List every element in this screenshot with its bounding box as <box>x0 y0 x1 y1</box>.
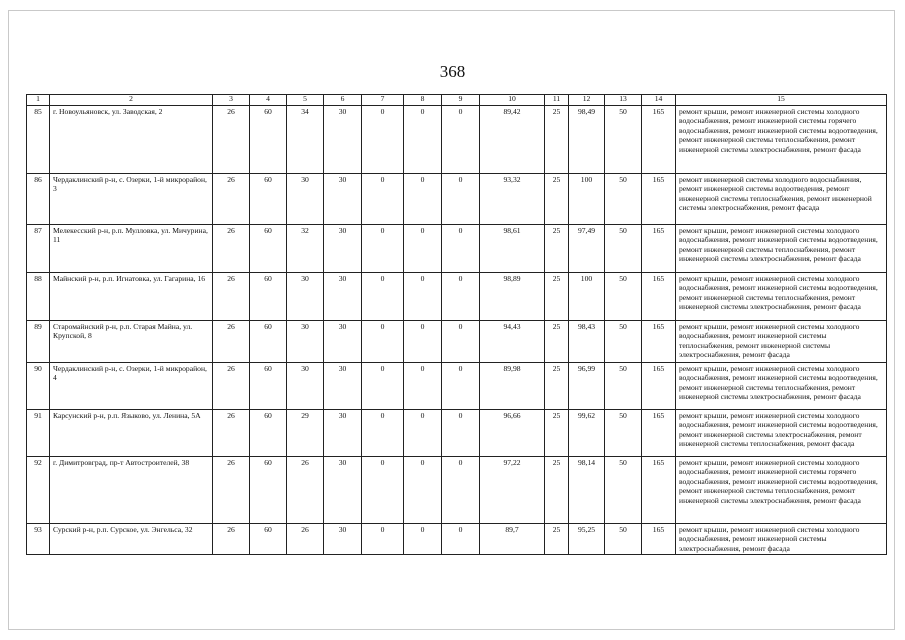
cell-repair-works: ремонт крыши, ремонт инженерной системы холодного водоснабжения, ремонт инженерной системы водоотведения, ремонт инженерной системы теплоснабжения, ремонт инженерной системы электроснабжения, ремонт фасада <box>676 273 887 321</box>
cell-repair-works: ремонт крыши, ремонт инженерной системы холодного водоснабжения, ремонт инженерной системы водоотведения, ремонт инженерной системы электроснабжения, ремонт инженерной системы теплоснабжения, ремонт фасада <box>676 410 887 457</box>
cell-col-11: 25 <box>545 410 569 457</box>
cell-col-6: 30 <box>324 524 362 555</box>
cell-col-4: 60 <box>250 225 287 273</box>
cell-col-10: 96,66 <box>480 410 545 457</box>
cell-col-6: 30 <box>324 174 362 225</box>
cell-col-5: 26 <box>287 457 324 524</box>
cell-repair-works: ремонт крыши, ремонт инженерной системы холодного водоснабжения, ремонт инженерной системы водоотведения, ремонт инженерной системы теплоснабжения, ремонт инженерной системы электроснабжения, ремонт фасада <box>676 225 887 273</box>
cell-col-8: 0 <box>404 321 442 363</box>
cell-col-6: 30 <box>324 457 362 524</box>
column-header-15: 15 <box>676 95 887 106</box>
cell-col-14: 165 <box>642 363 676 410</box>
cell-col-7: 0 <box>362 457 404 524</box>
cell-col-8: 0 <box>404 410 442 457</box>
cell-col-9: 0 <box>442 174 480 225</box>
cell-row-number: 88 <box>27 273 50 321</box>
cell-address: Чердаклинский р-н, с. Озерки, 1-й микрорайон, 4 <box>50 363 213 410</box>
cell-col-6: 30 <box>324 363 362 410</box>
column-header-1: 1 <box>27 95 50 106</box>
cell-col-10: 94,43 <box>480 321 545 363</box>
cell-col-13: 50 <box>605 225 642 273</box>
cell-col-10: 93,32 <box>480 174 545 225</box>
cell-col-10: 97,22 <box>480 457 545 524</box>
cell-col-4: 60 <box>250 321 287 363</box>
cell-col-11: 25 <box>545 363 569 410</box>
cell-col-4: 60 <box>250 457 287 524</box>
cell-col-7: 0 <box>362 174 404 225</box>
cell-address: Сурский р-н, р.п. Сурское, ул. Энгельса, 32 <box>50 524 213 555</box>
cell-col-9: 0 <box>442 410 480 457</box>
cell-col-5: 30 <box>287 321 324 363</box>
cell-row-number: 90 <box>27 363 50 410</box>
cell-col-5: 34 <box>287 106 324 174</box>
cell-col-4: 60 <box>250 106 287 174</box>
registry-table <box>26 94 887 555</box>
cell-col-5: 29 <box>287 410 324 457</box>
cell-col-4: 60 <box>250 524 287 555</box>
cell-col-10: 89,42 <box>480 106 545 174</box>
cell-col-14: 165 <box>642 524 676 555</box>
cell-col-5: 30 <box>287 174 324 225</box>
cell-col-12: 96,99 <box>569 363 605 410</box>
cell-col-11: 25 <box>545 457 569 524</box>
cell-col-11: 25 <box>545 106 569 174</box>
cell-col-7: 0 <box>362 363 404 410</box>
cell-col-12: 98,49 <box>569 106 605 174</box>
cell-col-3: 26 <box>213 363 250 410</box>
table-row <box>27 363 887 410</box>
cell-row-number: 87 <box>27 225 50 273</box>
cell-col-4: 60 <box>250 410 287 457</box>
cell-col-7: 0 <box>362 524 404 555</box>
cell-col-4: 60 <box>250 273 287 321</box>
cell-col-12: 95,25 <box>569 524 605 555</box>
table-body <box>27 106 887 555</box>
cell-col-12: 99,62 <box>569 410 605 457</box>
cell-col-6: 30 <box>324 410 362 457</box>
cell-col-4: 60 <box>250 174 287 225</box>
cell-row-number: 93 <box>27 524 50 555</box>
table-row <box>27 524 887 555</box>
cell-col-7: 0 <box>362 273 404 321</box>
cell-col-7: 0 <box>362 225 404 273</box>
cell-col-9: 0 <box>442 225 480 273</box>
table-row <box>27 321 887 363</box>
cell-col-14: 165 <box>642 225 676 273</box>
table-row <box>27 174 887 225</box>
cell-col-14: 165 <box>642 410 676 457</box>
cell-address: Майнский р-н, р.п. Игнатовка, ул. Гагарина, 16 <box>50 273 213 321</box>
cell-col-9: 0 <box>442 106 480 174</box>
cell-row-number: 92 <box>27 457 50 524</box>
cell-address: Мелекесский р-н, р.п. Мулловка, ул. Мичурина, 11 <box>50 225 213 273</box>
cell-col-8: 0 <box>404 273 442 321</box>
cell-col-4: 60 <box>250 363 287 410</box>
cell-repair-works: ремонт инженерной системы холодного водоснабжения, ремонт инженерной системы водоотведения, ремонт инженерной системы теплоснабжения, ремонт инженерной системы электроснабжения, ремонт фасада <box>676 174 887 225</box>
column-header-13: 13 <box>605 95 642 106</box>
cell-repair-works: ремонт крыши, ремонт инженерной системы холодного водоснабжения, ремонт инженерной системы водоотведения, ремонт инженерной системы теплоснабжения, ремонт инженерной системы электроснабжения, ремонт фасада <box>676 363 887 410</box>
cell-col-6: 30 <box>324 106 362 174</box>
table-row <box>27 457 887 524</box>
cell-col-10: 89,98 <box>480 363 545 410</box>
column-header-9: 9 <box>442 95 480 106</box>
table-row <box>27 273 887 321</box>
cell-row-number: 85 <box>27 106 50 174</box>
cell-col-14: 165 <box>642 106 676 174</box>
cell-col-14: 165 <box>642 321 676 363</box>
cell-col-9: 0 <box>442 273 480 321</box>
cell-repair-works: ремонт крыши, ремонт инженерной системы холодного водоснабжения, ремонт инженерной системы теплоснабжения, ремонт инженерной системы электроснабжения, ремонт фасада <box>676 321 887 363</box>
cell-col-11: 25 <box>545 273 569 321</box>
cell-col-7: 0 <box>362 106 404 174</box>
cell-col-8: 0 <box>404 106 442 174</box>
cell-col-8: 0 <box>404 363 442 410</box>
cell-col-5: 30 <box>287 273 324 321</box>
cell-col-5: 30 <box>287 363 324 410</box>
cell-col-7: 0 <box>362 321 404 363</box>
cell-address: Карсунский р-н, р.п. Языково, ул. Ленина, 5А <box>50 410 213 457</box>
cell-col-8: 0 <box>404 225 442 273</box>
cell-row-number: 86 <box>27 174 50 225</box>
column-header-7: 7 <box>362 95 404 106</box>
cell-col-12: 97,49 <box>569 225 605 273</box>
cell-col-8: 0 <box>404 174 442 225</box>
column-header-12: 12 <box>569 95 605 106</box>
cell-col-14: 165 <box>642 174 676 225</box>
column-header-10: 10 <box>480 95 545 106</box>
cell-col-14: 165 <box>642 457 676 524</box>
cell-col-3: 26 <box>213 106 250 174</box>
table-row <box>27 225 887 273</box>
cell-col-12: 98,43 <box>569 321 605 363</box>
cell-address: г. Димитровград, пр-т Автостроителей, 38 <box>50 457 213 524</box>
column-header-14: 14 <box>642 95 676 106</box>
cell-col-3: 26 <box>213 457 250 524</box>
cell-col-6: 30 <box>324 225 362 273</box>
cell-col-10: 98,61 <box>480 225 545 273</box>
cell-col-12: 98,14 <box>569 457 605 524</box>
cell-col-10: 98,89 <box>480 273 545 321</box>
cell-col-3: 26 <box>213 410 250 457</box>
cell-col-3: 26 <box>213 321 250 363</box>
cell-col-13: 50 <box>605 524 642 555</box>
cell-col-13: 50 <box>605 273 642 321</box>
column-header-8: 8 <box>404 95 442 106</box>
column-header-6: 6 <box>324 95 362 106</box>
cell-address: Чердаклинский р-н, с. Озерки, 1-й микрорайон, 3 <box>50 174 213 225</box>
cell-col-9: 0 <box>442 457 480 524</box>
cell-col-8: 0 <box>404 524 442 555</box>
cell-repair-works: ремонт крыши, ремонт инженерной системы холодного водоснабжения, ремонт инженерной системы горячего водоснабжения, ремонт инженерной системы водоотведения, ремонт инженерной системы теплоснабжения, ремонт инженерной системы электроснабжения, ремонт фасада <box>676 106 887 174</box>
cell-col-3: 26 <box>213 225 250 273</box>
cell-col-5: 26 <box>287 524 324 555</box>
cell-col-10: 89,7 <box>480 524 545 555</box>
column-header-11: 11 <box>545 95 569 106</box>
cell-col-9: 0 <box>442 363 480 410</box>
cell-col-12: 100 <box>569 273 605 321</box>
cell-col-13: 50 <box>605 106 642 174</box>
cell-col-12: 100 <box>569 174 605 225</box>
cell-col-9: 0 <box>442 524 480 555</box>
cell-col-13: 50 <box>605 174 642 225</box>
cell-col-5: 32 <box>287 225 324 273</box>
cell-col-13: 50 <box>605 410 642 457</box>
cell-col-3: 26 <box>213 524 250 555</box>
cell-col-11: 25 <box>545 321 569 363</box>
table-row <box>27 106 887 174</box>
table-row <box>27 410 887 457</box>
cell-col-13: 50 <box>605 363 642 410</box>
cell-col-7: 0 <box>362 410 404 457</box>
cell-row-number: 91 <box>27 410 50 457</box>
cell-col-8: 0 <box>404 457 442 524</box>
cell-col-3: 26 <box>213 174 250 225</box>
cell-address: Старомайнский р-н, р.п. Старая Майна, ул. Крупской, 8 <box>50 321 213 363</box>
cell-col-3: 26 <box>213 273 250 321</box>
cell-col-6: 30 <box>324 321 362 363</box>
column-header-5: 5 <box>287 95 324 106</box>
column-header-2: 2 <box>50 95 213 106</box>
cell-col-11: 25 <box>545 524 569 555</box>
cell-col-13: 50 <box>605 457 642 524</box>
cell-col-11: 25 <box>545 174 569 225</box>
cell-address: г. Новоульяновск, ул. Заводская, 2 <box>50 106 213 174</box>
page-number: 368 <box>439 62 466 81</box>
cell-repair-works: ремонт крыши, ремонт инженерной системы холодного водоснабжения, ремонт инженерной системы горячего водоснабжения, ремонт инженерной системы водоотведения, ремонт инженерной системы теплоснабжения, ремонт инженерной системы электроснабжения, ремонт фасада <box>676 457 887 524</box>
column-header-3: 3 <box>213 95 250 106</box>
cell-col-14: 165 <box>642 273 676 321</box>
cell-col-11: 25 <box>545 225 569 273</box>
cell-repair-works: ремонт крыши, ремонт инженерной системы холодного водоснабжения, ремонт инженерной системы электроснабжения, ремонт фасада <box>676 524 887 555</box>
cell-col-6: 30 <box>324 273 362 321</box>
cell-row-number: 89 <box>27 321 50 363</box>
cell-col-13: 50 <box>605 321 642 363</box>
header-row <box>27 95 887 106</box>
column-header-4: 4 <box>250 95 287 106</box>
cell-col-9: 0 <box>442 321 480 363</box>
